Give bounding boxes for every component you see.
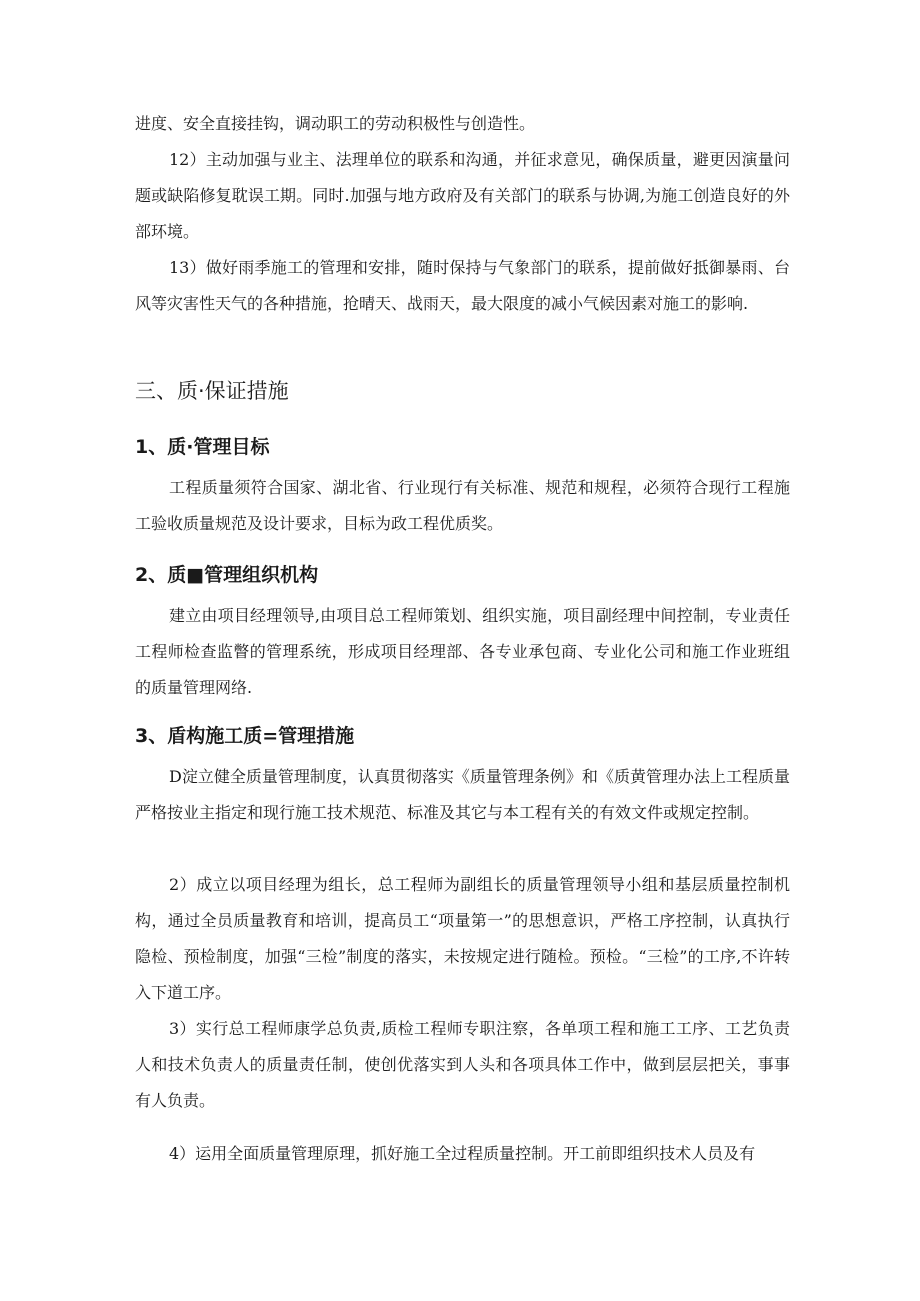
subsection-heading-3 — [135, 722, 790, 750]
paragraph-item-12 — [135, 142, 790, 250]
paragraph-continuation — [135, 106, 790, 142]
paragraph-text: 2）成立以项目经理为组长，总工程师为副组长的质量管理领导小组和基层质量控制机构，通过全员质量教育和培训，提高员工“项量第一”的思想意识，严格工序控制，认真执行隐检、预检制度，加强“三检”制度的落实，未按规定进行随检。预检。“三检”的工序,不许转入下道工序。 — [135, 875, 790, 1002]
paragraph-text: D淀立健全质量管理制度，认真贯彻落实《质量管理条例》和《质黄管理办法上工程质量严格按业主指定和现行施工技术规范、标准及其它与本工程有关的有效文件或规定控制。 — [135, 767, 790, 822]
paragraph-text: 4）运用全面质量管理原理，抓好施工全过程质量控制。开工前即组织技术人员及有 — [169, 1144, 756, 1163]
subsection-heading-2 — [135, 561, 790, 589]
paragraph-text: 13）做好雨季施工的管理和安排，随时保持与气象部门的联系，提前做好抵御暴雨、台风等灾害性天气的各种措施，抢晴天、战雨天，最大限度的减小气候因素对施工的影响. — [135, 258, 790, 313]
list-item — [135, 1011, 790, 1119]
list-item — [135, 1136, 790, 1172]
section-title: 三、质·保证措施 — [135, 379, 289, 403]
subsection-heading-1 — [135, 433, 790, 461]
subsection-title: 3、盾构施工质=管理措施 — [135, 725, 355, 747]
paragraph-text: 进度、安全直接挂钩，调动职工的劳动积极性与创造性。 — [135, 114, 536, 133]
paragraph-text: 建立由项目经理领导,由项目总工程师策划、组织实施，项目副经理中间控制，专业责任工程师检查监瞥的管理系统，形成项目经理部、各专业承包商、专业化公司和施工作业班组的质量管理网络. — [135, 606, 790, 697]
subsection-title: 1、质·管理目标 — [135, 436, 270, 458]
section-heading-3 — [135, 376, 790, 406]
subsection-1-body — [135, 470, 790, 542]
subsection-title: 2、质■管理组织机构 — [135, 564, 319, 586]
paragraph-text: 工程质量须符合国家、湖北省、行业现行有关标准、规范和规程，必须符合现行工程施工验收质量规范及设计要求，目标为政工程优质奖。 — [135, 478, 790, 533]
list-item — [135, 867, 790, 1011]
subsection-2-body — [135, 598, 790, 706]
paragraph-item-13 — [135, 250, 790, 322]
paragraph-text: 3）实行总工程师康学总负责,质检工程师专职注察，各单项工程和施工工序、工艺负责人和技术负责人的质量责任制，使创优落实到人头和各项具体工作中，做到层层把关，事事有人负责。 — [135, 1019, 790, 1110]
paragraph-text: 12）主动加强与业主、法理单位的联系和沟通，并征求意见，确保质量，避更因演量问题或缺陷修复耽误工期。同时.加强与地方政府及有关部门的联系与协调,为施工创造良好的外部环境。 — [135, 150, 790, 241]
list-item — [135, 759, 790, 831]
